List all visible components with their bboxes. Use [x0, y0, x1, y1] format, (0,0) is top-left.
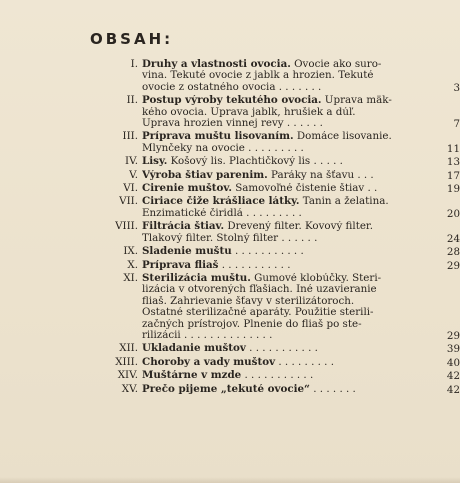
- entry-description: ovocie z ostatného ovocia . . . . . . .: [142, 81, 322, 93]
- entry-line: [142, 170, 416, 181]
- entry-text: [142, 383, 460, 396]
- entry-text: [142, 356, 460, 369]
- page-number: 42: [446, 383, 460, 396]
- page-number: 11: [446, 142, 460, 155]
- entry-text: [142, 221, 460, 245]
- toc-entry: [86, 355, 460, 369]
- page-number: 24: [446, 232, 460, 245]
- entry-line: [142, 70, 416, 81]
- entry-line: [142, 233, 416, 244]
- entry-description: . . . . . . . . . . .: [241, 370, 314, 382]
- entry-line: [142, 221, 416, 232]
- entry-line: [142, 296, 416, 307]
- chapter-number: V.: [129, 168, 138, 181]
- entry-line: [142, 131, 416, 142]
- page-number: 29: [446, 259, 460, 272]
- entry-line: [142, 384, 416, 395]
- entry-line: [142, 82, 416, 93]
- entry-description: vina. Tekuté ovocie z jabĺk a hrozien. Tekuté: [142, 70, 374, 82]
- entry-description: Ostatné sterilizačné aparáty. Použitie sterili-: [142, 307, 374, 319]
- entry-line: [142, 118, 416, 129]
- chapter-title: Príprava muštu lisovaním.: [142, 131, 294, 143]
- chapter-number: IV.: [125, 155, 138, 168]
- entry-text: [142, 59, 460, 94]
- entry-description: Tlakový filter. Stolný filter . . . . . .: [142, 232, 318, 244]
- entry-text: [142, 246, 460, 259]
- entry-text: [142, 259, 460, 272]
- page-number: 28: [446, 246, 460, 259]
- entry-description: Drevený filter. Kovový filter.: [224, 221, 373, 233]
- chapter-title: Postup výroby tekutého ovocia.: [142, 95, 322, 107]
- toc-entry: [86, 271, 460, 342]
- toc-heading: OBSAH:: [90, 30, 174, 48]
- entry-description: . . . . . . . . . . .: [245, 343, 318, 355]
- toc-entry: [86, 58, 460, 94]
- chapter-title: Sladenie muštu: [142, 246, 232, 258]
- entry-line: [142, 370, 416, 381]
- entry-description: Úprava hrozien vinnej revy . . . . . .: [142, 118, 323, 130]
- chapter-title: Prečo pijeme „tekuté ovocie“: [142, 383, 310, 395]
- entry-text: [142, 183, 460, 196]
- entry-description: Paráky na šťavu . . .: [267, 169, 374, 181]
- entry-text: [142, 156, 460, 169]
- entry-line: [142, 273, 416, 284]
- entry-line: [142, 284, 416, 295]
- entry-line: [142, 307, 416, 318]
- chapter-number: II.: [126, 94, 138, 107]
- chapter-number: XV.: [121, 382, 138, 395]
- entry-text: [142, 169, 460, 182]
- entry-description: fliaš. Zahrievanie šťavy v sterilizátoroch.: [142, 295, 355, 307]
- chapter-title: Choroby a vady muštov: [142, 356, 276, 368]
- entry-text: [142, 95, 460, 131]
- entry-text: [142, 131, 460, 155]
- chapter-number: I.: [130, 58, 138, 70]
- entry-text: [142, 343, 460, 356]
- chapter-number: XIII.: [115, 355, 138, 368]
- page-number: 3: [453, 81, 460, 94]
- page-number: 39: [446, 343, 460, 356]
- toc-entry: [86, 220, 460, 245]
- table-of-contents: [86, 58, 460, 397]
- page-number: 17: [446, 169, 460, 182]
- chapter-title: Výroba štiav parenim.: [142, 169, 268, 181]
- page-number: 29: [446, 329, 460, 342]
- toc-entry: [86, 182, 460, 196]
- entry-line: [142, 107, 416, 118]
- entry-description: . . . . . . . . . . .: [231, 246, 304, 258]
- chapter-title: Príprava fliaš: [142, 259, 219, 271]
- page-edge-shadow: [0, 477, 460, 483]
- entry-line: [142, 59, 416, 70]
- chapter-number: XI.: [123, 271, 138, 284]
- chapter-title: Sterilizácia muštu.: [142, 272, 251, 284]
- entry-description: Tanin a želatina.: [299, 196, 389, 208]
- toc-entry: [86, 155, 460, 169]
- page-number: 7: [453, 118, 460, 131]
- entry-description: Mlynčeky na ovocie . . . . . . . . .: [142, 142, 304, 154]
- chapter-number: IX.: [123, 245, 138, 258]
- page-number: 40: [446, 356, 460, 369]
- chapter-title: Čiriace čiže krášliace látky.: [142, 196, 300, 208]
- toc-entry: [86, 245, 460, 259]
- chapter-number: III.: [122, 130, 138, 143]
- entry-description: začných prístrojov. Plnenie do fliaš po ste-: [142, 318, 362, 330]
- chapter-number: VI.: [123, 182, 138, 195]
- entry-description: rilizácii . . . . . . . . . . . . . .: [142, 329, 273, 341]
- chapter-title: Muštárne v mzde: [142, 370, 242, 382]
- toc-entry: [86, 342, 460, 356]
- chapter-title: Ukladanie muštov: [142, 343, 246, 355]
- entry-description: Ovocie ako suro-: [290, 59, 382, 70]
- page-number: 42: [446, 370, 460, 383]
- chapter-number: VII.: [119, 195, 138, 208]
- toc-entry: [86, 369, 460, 383]
- page-number: 19: [446, 183, 460, 196]
- entry-description: Enzimatické čiridlá . . . . . . . . .: [142, 207, 302, 219]
- entry-line: [142, 196, 416, 207]
- chapter-number: VIII.: [115, 220, 138, 233]
- entry-text: [142, 272, 460, 342]
- page-number: 13: [446, 156, 460, 169]
- entry-line: [142, 143, 416, 154]
- toc-entry: [86, 258, 460, 272]
- entry-description: lizácia v otvorených fľašiach. Iné uzavieranie: [142, 284, 377, 296]
- entry-line: [142, 260, 416, 271]
- entry-description: Gumové klobúčky. Steri-: [250, 272, 382, 284]
- chapter-number: X.: [127, 258, 138, 271]
- entry-description: . . . . . . . . . . .: [218, 259, 291, 271]
- toc-entry: [86, 168, 460, 182]
- entry-line: [142, 357, 416, 368]
- entry-text: [142, 370, 460, 383]
- entry-line: [142, 95, 416, 106]
- chapter-number: XIV.: [117, 369, 138, 382]
- entry-line: [142, 246, 416, 257]
- chapter-title: Lisy.: [142, 156, 168, 168]
- entry-line: [142, 343, 416, 354]
- entry-description: Úprava mäk-: [321, 95, 392, 107]
- entry-line: [142, 183, 416, 194]
- entry-description: . . . . . . .: [309, 383, 356, 395]
- chapter-title: Filtrácia štiav.: [142, 221, 225, 233]
- toc-entry: [86, 382, 460, 396]
- toc-entry: [86, 195, 460, 220]
- entry-line: [142, 319, 416, 330]
- entry-line: [142, 208, 416, 219]
- toc-entry: [86, 94, 460, 131]
- entry-line: [142, 156, 416, 167]
- entry-description: Domáce lisovanie.: [293, 131, 392, 143]
- toc-entry: [86, 130, 460, 155]
- chapter-title: Druhy a vlastnosti ovocia.: [142, 59, 291, 70]
- entry-description: Košový lis. Plachtičkový lis . . . . .: [167, 156, 343, 168]
- chapter-number: XII.: [119, 342, 138, 355]
- entry-description: . . . . . . . . .: [275, 356, 334, 368]
- entry-line: [142, 330, 416, 341]
- entry-description: Samovoľné čistenie štiav . .: [231, 183, 378, 195]
- chapter-title: Čirenie muštov.: [142, 183, 232, 195]
- entry-text: [142, 196, 460, 220]
- entry-description: kého ovocia. Úprava jabĺk, hrušiek a dúľ.: [142, 106, 356, 118]
- page-number: 20: [446, 207, 460, 220]
